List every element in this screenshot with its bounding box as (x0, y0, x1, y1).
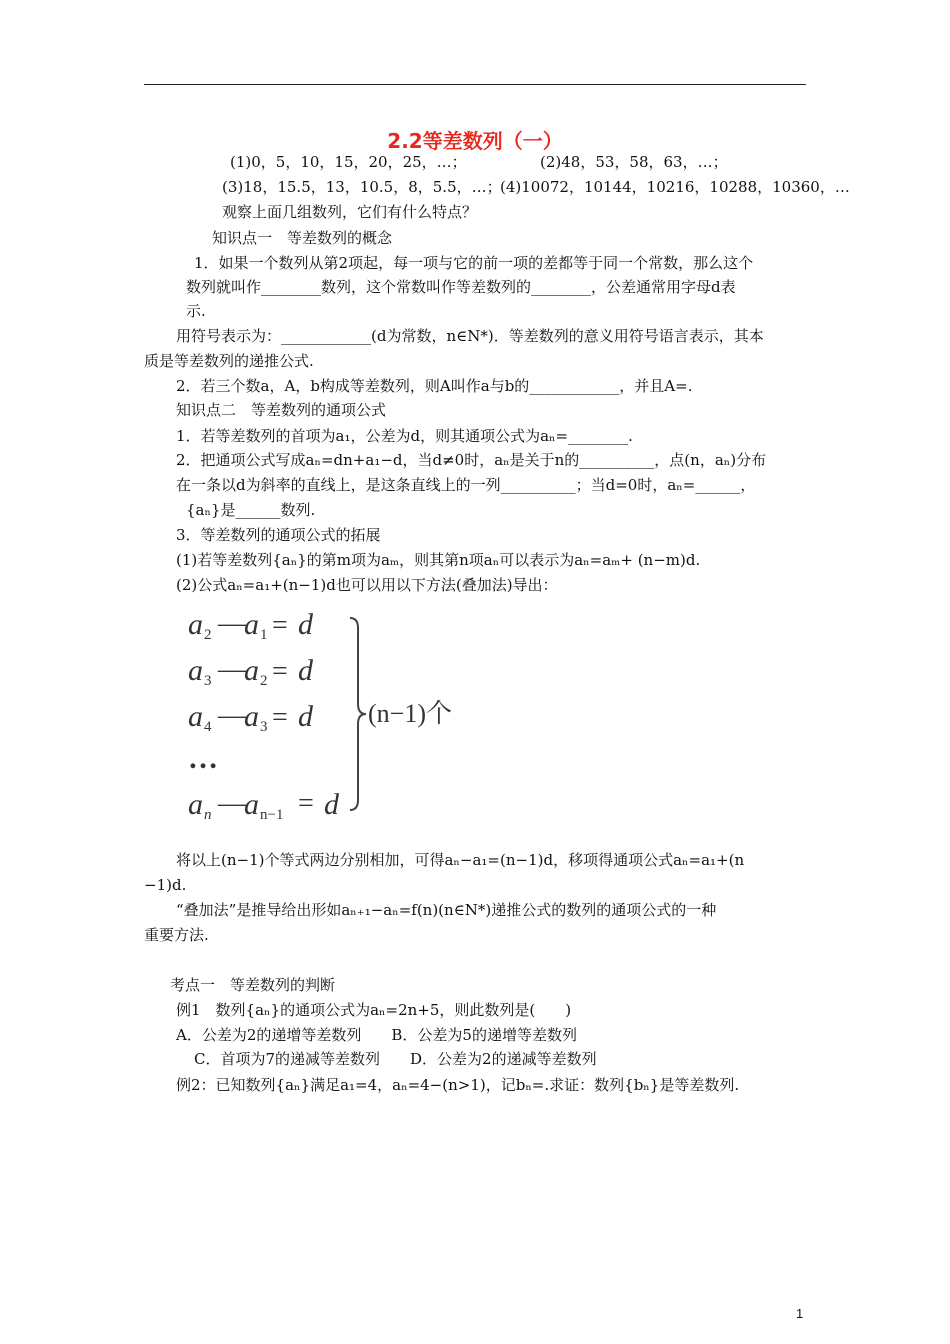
definition-line-1: 1．如果一个数列从第2项起，每一项与它的前一项的差都等于同一个常数，那么这个 (194, 254, 754, 272)
example-2-question: 例2：已知数列{aₙ}满足a₁=4，aₙ=4−(n>1)，记bₙ=.求证：数列{bₙ}是等差数列. (176, 1076, 740, 1094)
svg-text:—: — (218, 700, 246, 731)
extension-2: (2)公式aₙ=a₁+(n−1)d也可以用以下方法(叠加法)导出： (176, 576, 558, 594)
svg-text:a: a (244, 788, 259, 821)
svg-text:d: d (298, 700, 313, 733)
svg-text:d: d (298, 608, 313, 641)
general-term-line: 1．若等差数列的首项为a₁，公差为d，则其通项公式为aₙ=________. (176, 427, 633, 445)
page-title: 2.2等差数列（一） (387, 129, 563, 153)
knowledge-point-1-heading: 知识点一 等差数列的概念 (212, 229, 393, 247)
svg-text:=: = (272, 656, 288, 687)
svg-text:=: = (272, 610, 288, 641)
svg-text:d: d (298, 654, 313, 687)
ellipsis: … (188, 742, 218, 775)
right-brace (350, 618, 366, 810)
svg-text:2: 2 (204, 627, 212, 643)
svg-text:=: = (272, 702, 288, 733)
svg-text:4: 4 (204, 719, 212, 735)
linear-form-line-3: {aₙ}是______数列. (186, 501, 316, 519)
svg-text:—: — (218, 788, 246, 819)
svg-text:a: a (244, 608, 259, 641)
svg-text:a: a (188, 700, 203, 733)
equation-row-2 (188, 654, 314, 689)
extension-heading: 3．等差数列的通项公式的拓展 (176, 526, 381, 544)
svg-text:1: 1 (260, 627, 268, 643)
extension-1: (1)若等差数列{aₙ}的第m项为aₘ，则其第n项aₙ可以表示为aₙ=aₘ+ (n−m)d. (176, 551, 701, 569)
sequence-4: (4)10072，10144，10216，10288，10360，… (500, 178, 850, 196)
equation-row-3 (188, 700, 314, 735)
symbol-line-2: 质是等差数列的递推公式. (144, 352, 314, 370)
summation-line-2: −1)d. (144, 876, 187, 894)
sequence-2: (2)48，53，58，63，…； (540, 153, 728, 171)
definition-line-2: 数列就叫作________数列，这个常数叫作等差数列的________，公差通常用字母d表 (186, 278, 736, 296)
svg-text:a: a (244, 700, 259, 733)
example-1-question: 例1 数列{aₙ}的通项公式为aₙ=2n+5，则此数列是( ) (176, 1001, 572, 1019)
equation-row-4 (188, 788, 340, 823)
svg-text:n−1: n−1 (260, 807, 284, 823)
summation-line-1: 将以上(n−1)个等式两边分别相加，可得aₙ−a₁=(n−1)d，移项得通项公式aₙ=a₁+(n (176, 851, 745, 869)
svg-text:—: — (218, 654, 246, 685)
linear-form-line-1: 2．把通项公式写成aₙ=dn+a₁−d，当d≠0时，aₙ是关于n的__________，点(n，aₙ)分布 (176, 451, 767, 469)
count-label: (n−1)个 (368, 699, 452, 728)
observe-question: 观察上面几组数列，它们有什么特点？ (222, 203, 478, 221)
symbol-line-1: 用符号表示为：____________(d为常数，n∈N*)．等差数列的意义用符号语言表示，其本 (176, 327, 764, 345)
arithmetic-mean-line: 2．若三个数a，A，b构成等差数列，则A叫作a与b的____________，并且A=. (176, 377, 693, 395)
svg-text:n: n (204, 807, 212, 823)
page-number: 1 (796, 1306, 804, 1321)
svg-text:a: a (188, 654, 203, 687)
exam-point-1-heading: 考点一 等差数列的判断 (170, 976, 336, 994)
stacking-method-line-1: “叠加法”是推导给出形如aₙ₊₁−aₙ=f(n)(n∈N*)递推公式的数列的通项公式的一种 (176, 901, 717, 919)
svg-text:2: 2 (260, 673, 268, 689)
knowledge-point-2-heading: 知识点二 等差数列的通项公式 (176, 401, 387, 419)
svg-text:—: — (218, 608, 246, 639)
svg-text:=: = (298, 788, 314, 819)
equation-row-1 (188, 608, 314, 643)
svg-text:3: 3 (260, 719, 268, 735)
definition-line-3: 示. (186, 302, 206, 320)
sequence-1: (1)0，5，10，15，20，25，…； (230, 153, 467, 171)
linear-form-line-2: 在一条以d为斜率的直线上，是这条直线上的一列__________；当d=0时，aₙ=______， (176, 476, 756, 494)
svg-text:a: a (188, 608, 203, 641)
example-1-options-ab: A．公差为2的递增等差数列 B．公差为5的递增等差数列 (176, 1026, 577, 1044)
example-1-options-cd: C．首项为7的递减等差数列 D．公差为2的递减等差数列 (194, 1050, 597, 1068)
svg-text:a: a (188, 788, 203, 821)
sequence-3: (3)18，15.5，13，10.5，8，5.5，…； (222, 178, 502, 196)
svg-text:d: d (324, 788, 339, 821)
svg-text:3: 3 (204, 673, 212, 689)
svg-text:a: a (244, 654, 259, 687)
telescoping-sum-figure (180, 600, 500, 830)
stacking-method-line-2: 重要方法. (144, 926, 209, 944)
header-rule (144, 84, 806, 85)
